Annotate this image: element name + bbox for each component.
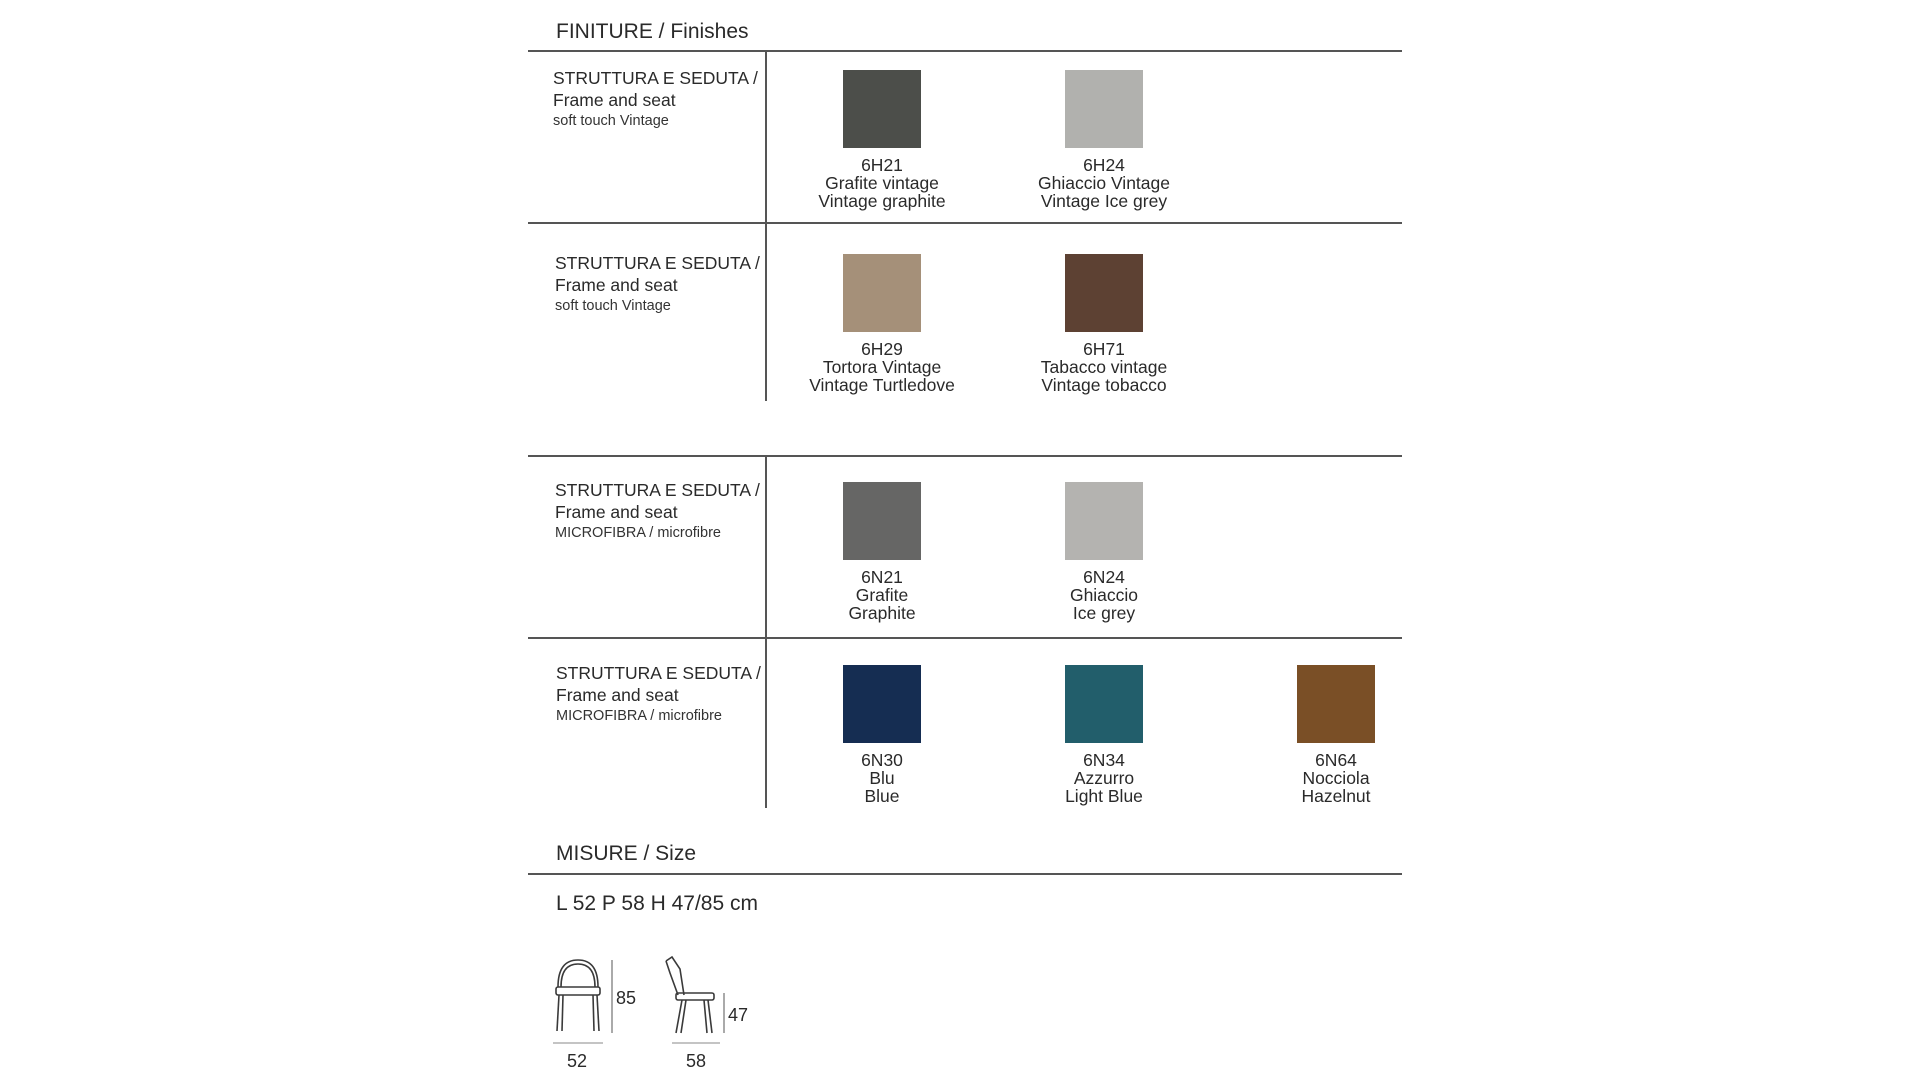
color-chip — [843, 482, 921, 560]
label-material: MICROFIBRA / microfibre — [555, 525, 721, 541]
finish-code: 6N64 — [1315, 750, 1357, 770]
finish-name-it: Tabacco vintage — [1040, 357, 1168, 377]
swatch-6h24 — [994, 70, 1214, 210]
label-material: MICROFIBRA / microfibre — [556, 708, 722, 724]
swatch-6h29 — [772, 254, 992, 394]
swatch-6n21 — [772, 482, 992, 622]
size-header-rule — [528, 873, 1402, 875]
color-chip — [843, 665, 921, 743]
finish-code: 6H24 — [1083, 155, 1125, 175]
finish-name-en: Graphite — [848, 603, 916, 623]
finish-group-label — [556, 662, 786, 726]
dimensions-text: L 52 P 58 H 47/85 cm — [556, 892, 758, 915]
label-frame-seat: Frame and seat — [555, 502, 678, 522]
finish-name-it: Nocciola — [1302, 768, 1370, 788]
label-material: soft touch Vintage — [555, 298, 671, 314]
color-chip — [843, 70, 921, 148]
finish-name-it: Grafite vintage — [825, 173, 939, 193]
finish-code: 6H21 — [861, 155, 903, 175]
finish-code: 6N34 — [1083, 750, 1125, 770]
swatch-6n30 — [772, 665, 992, 805]
finish-name-it: Tortora Vintage — [822, 357, 942, 377]
size-title: MISURE / Size — [556, 842, 697, 865]
finish-name-en: Hazelnut — [1301, 786, 1371, 806]
finish-name-it: Ghiaccio Vintage — [1038, 173, 1170, 193]
label-structure: STRUTTURA E SEDUTA / — [555, 253, 760, 273]
front-width-label: 52 — [567, 1051, 588, 1071]
finish-name-en: Vintage tobacco — [1041, 375, 1167, 395]
finish-name-it: Blu — [869, 768, 895, 788]
label-structure: STRUTTURA E SEDUTA / — [556, 663, 761, 683]
label-frame-seat: Frame and seat — [553, 90, 676, 110]
side-seat-height-label: 47 — [728, 1005, 749, 1025]
color-chip — [1065, 665, 1143, 743]
finish-group-label — [555, 479, 785, 543]
finish-name-en: Vintage graphite — [818, 191, 946, 211]
label-structure: STRUTTURA E SEDUTA / — [553, 68, 758, 88]
color-chip — [843, 254, 921, 332]
swatch-6n24 — [994, 482, 1214, 622]
finish-name-en: Light Blue — [1065, 786, 1143, 806]
finish-group-label — [553, 67, 783, 131]
row-divider — [528, 637, 1402, 639]
label-frame-seat: Frame and seat — [556, 685, 679, 705]
color-chip — [1065, 70, 1143, 148]
swatch-6n64 — [1226, 665, 1446, 805]
finish-code: 6N21 — [861, 567, 903, 587]
finish-name-it: Grafite — [855, 585, 909, 605]
finish-code: 6N24 — [1083, 567, 1125, 587]
label-structure: STRUTTURA E SEDUTA / — [555, 480, 760, 500]
finish-code: 6N30 — [861, 750, 903, 770]
label-material: soft touch Vintage — [553, 113, 669, 129]
color-chip — [1297, 665, 1375, 743]
side-depth-label: 58 — [686, 1051, 707, 1071]
front-height-label: 85 — [616, 988, 637, 1008]
color-chip — [1065, 254, 1143, 332]
finish-name-en: Vintage Turtledove — [809, 375, 955, 395]
row-divider — [528, 455, 1402, 457]
finish-name-it: Ghiaccio — [1069, 585, 1139, 605]
finish-name-en: Ice grey — [1072, 603, 1136, 623]
finish-code: 6H29 — [861, 339, 903, 359]
swatch-6h71 — [994, 254, 1214, 394]
finish-name-en: Vintage Ice grey — [1040, 191, 1168, 211]
swatch-6n34 — [994, 665, 1214, 805]
finishes-header-rule — [528, 50, 1402, 52]
color-chip — [1065, 482, 1143, 560]
finishes-title: FINITURE / Finishes — [556, 20, 749, 43]
finish-name-en: Blue — [864, 786, 900, 806]
row-divider — [528, 222, 1402, 224]
finish-code: 6H71 — [1083, 339, 1125, 359]
finish-group-label — [555, 252, 785, 316]
finish-name-it: Azzurro — [1073, 768, 1135, 788]
label-frame-seat: Frame and seat — [555, 275, 678, 295]
swatch-6h21 — [772, 70, 992, 210]
